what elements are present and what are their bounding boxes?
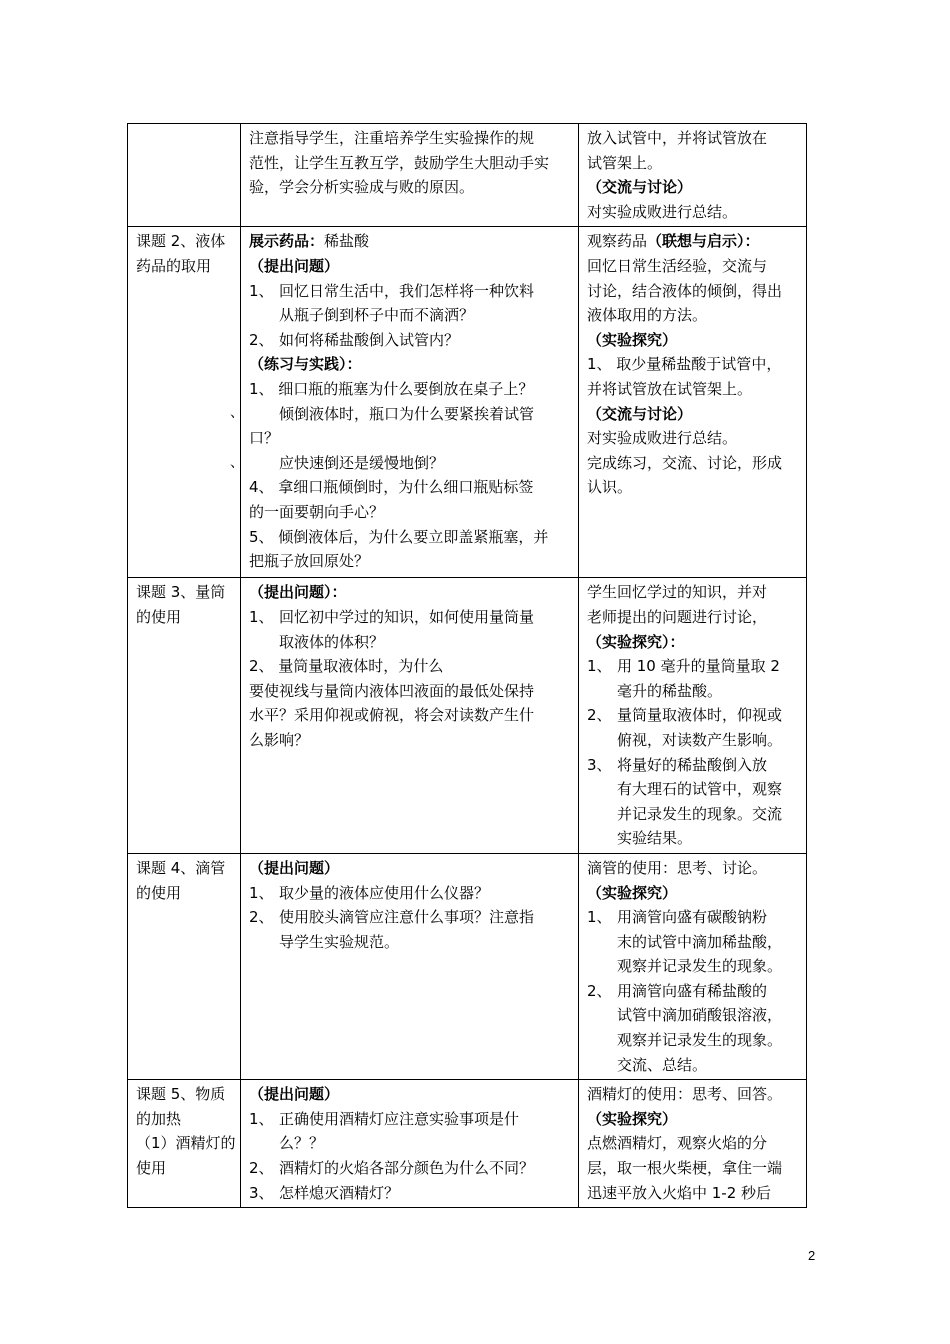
text-line: 5、 倾倒液体后，为什么要立即盖紧瓶塞，并: [249, 527, 549, 546]
section-heading: （实验探究）: [587, 883, 678, 902]
text-line: 层，取一根火柴梗，拿住一端: [587, 1159, 783, 1178]
text-line: 口？: [249, 429, 280, 448]
text-line: 正确使用酒精灯应注意实验事项是什: [279, 1109, 520, 1128]
section-heading: （实验探究）：: [587, 632, 685, 651]
text-line: 观察并记录发生的现象。: [617, 957, 783, 976]
section-heading: （提出问题）：: [249, 583, 347, 602]
text-line: 观察药品: [587, 232, 648, 251]
lesson-plan-table: [127, 123, 807, 1208]
topic-title: 课题 4、滴管: [136, 858, 226, 877]
text-line: 注意指导学生，注重培养学生实验操作的规: [249, 129, 535, 147]
student-cell: [579, 853, 807, 1079]
topic-cell: [128, 1080, 241, 1208]
text-line: 液体取用的方法。: [587, 306, 708, 325]
text-line: 水平？采用仰视或俯视，将会对读数产生什: [249, 706, 535, 725]
table-row: [128, 1080, 807, 1208]
topic-title: 的使用: [136, 607, 182, 626]
item-number: 2、: [587, 706, 612, 725]
section-heading: （练习与实践）：: [249, 355, 362, 374]
text-line: 认识。: [587, 478, 633, 497]
text-line: 老师提出的问题进行讨论，: [587, 607, 768, 626]
item-number: 2、: [249, 330, 274, 349]
page-number: 2: [808, 1248, 816, 1263]
margin-mark: 、: [230, 455, 244, 471]
section-heading: （实验探究）: [587, 1109, 678, 1128]
text-line: 对实验成败进行总结。: [587, 429, 738, 448]
text-line: 1、 取少量稀盐酸于试管中，: [587, 355, 782, 374]
section-heading: （实验探究）: [587, 330, 678, 349]
item-number: 1、: [587, 908, 612, 927]
text-line: 试管架上。: [587, 153, 663, 172]
section-heading: （提出问题）: [249, 256, 340, 275]
table-row: [128, 578, 807, 854]
text-line: 从瓶子倒到杯子中而不滴洒？: [279, 306, 475, 325]
student-cell: [579, 124, 807, 227]
teacher-cell: [241, 1080, 579, 1208]
text-line: 2、 量筒量取液体时，为什么: [249, 657, 444, 676]
topic-title: 使用: [136, 1159, 167, 1178]
topic-title: 课题 3、量筒: [136, 583, 226, 602]
table-row: [128, 853, 807, 1079]
text-line: 么影响？: [249, 730, 310, 749]
text-line: 完成练习，交流、讨论，形成: [587, 453, 783, 472]
text-line: 交流、总结。: [617, 1055, 708, 1074]
text-line: 如何将稀盐酸倒入试管内？: [279, 330, 460, 349]
text-line: 学生回忆学过的知识，并对: [587, 583, 768, 602]
text-line: 1、 细口瓶的瓶塞为什么要倒放在桌子上？: [249, 379, 534, 398]
text-line: 将量好的稀盐酸倒入放: [617, 755, 768, 774]
text-line: 酒精灯的火焰各部分颜色为什么不同？: [279, 1159, 535, 1178]
topic-cell: [128, 124, 241, 227]
text-line: 回忆日常生活经验，交流与: [587, 256, 768, 275]
item-number: 3、: [249, 1183, 274, 1202]
section-heading: （联想与启示）：: [647, 232, 760, 251]
text-line: 点燃酒精灯，观察火焰的分: [587, 1134, 768, 1153]
text-line: 量筒量取液体时，仰视或: [617, 706, 783, 725]
item-number: 2、: [587, 981, 612, 1000]
text-line: 的一面要朝向手心？: [249, 502, 385, 521]
text-line: 把瓶子放回原处？: [249, 552, 370, 571]
text-line: 末的试管中滴加稀盐酸，: [617, 932, 783, 951]
text-line: 滴管的使用：思考、讨论。: [587, 858, 768, 877]
text-line: 对实验成败进行总结。: [587, 202, 738, 221]
text-line: 试管中滴加硝酸银溶液，: [617, 1006, 783, 1025]
topic-title: 的使用: [136, 883, 182, 902]
section-heading: （交流与讨论）: [587, 404, 693, 423]
item-number: 1、: [249, 883, 274, 902]
table-row: [128, 124, 807, 227]
topic-title: 课题 2、液体: [136, 232, 226, 251]
text-line: 怎样熄灭酒精灯？: [279, 1183, 400, 1202]
text-line: 用滴管向盛有稀盐酸的: [617, 981, 768, 1000]
topic-title: （1）酒精灯的: [136, 1134, 236, 1153]
text-line: 有大理石的试管中，观察: [617, 780, 783, 799]
text-line: 回忆日常生活中，我们怎样将一种饮料: [279, 281, 535, 300]
item-number: 1、: [249, 607, 274, 626]
text-line: 导学生实验规范。: [279, 932, 400, 951]
text-line: 范性，让学生互教互学，鼓励学生大胆动手实: [249, 153, 550, 172]
text-line: 观察并记录发生的现象。: [617, 1031, 783, 1050]
text-line: 取液体的体积？: [279, 632, 385, 651]
value: 稀盐酸: [324, 232, 370, 251]
section-heading: （提出问题）: [249, 858, 340, 877]
teacher-cell: [241, 227, 579, 578]
item-number: 2、: [249, 908, 274, 927]
text-line: 验，学会分析实验成与败的原因。: [249, 178, 475, 197]
text-line: 4、 拿细口瓶倾倒时，为什么细口瓶贴标签: [249, 478, 534, 497]
item-number: 2、: [249, 1159, 274, 1178]
teacher-cell: [241, 853, 579, 1079]
text-line: 俯视，对读数产生影响。: [617, 730, 783, 749]
student-cell: [579, 1080, 807, 1208]
text-line: 迅速平放入火焰中 1-2 秒后: [587, 1183, 772, 1202]
text-line: 回忆初中学过的知识，如何使用量筒量: [279, 607, 535, 626]
topic-cell: [128, 853, 241, 1079]
item-number: 3、: [587, 755, 612, 774]
text-line: 要使视线与量筒内液体凹液面的最低处保持: [249, 681, 535, 700]
student-cell: [579, 227, 807, 578]
item-number: 1、: [587, 657, 612, 676]
text-line: 放入试管中，并将试管放在: [587, 129, 768, 147]
text-line: 并将试管放在试管架上。: [587, 379, 753, 398]
text-line: 酒精灯的使用：思考、回答。: [587, 1085, 783, 1104]
margin-mark: 、: [230, 405, 244, 421]
item-number: 1、: [249, 1109, 274, 1128]
text-line: 取少量的液体应使用什么仪器？: [279, 883, 490, 902]
topic-cell: [128, 227, 241, 578]
text-line: 讨论，结合液体的倾倒，得出: [587, 281, 783, 300]
item-number: 1、: [249, 281, 274, 300]
text-line: 并记录发生的现象。交流: [617, 804, 783, 823]
text-line: 倾倒液体时，瓶口为什么要紧挨着试管: [279, 404, 535, 423]
text-line: 使用胶头滴管应注意什么事项？注意指: [279, 908, 535, 927]
teacher-cell: [241, 578, 579, 854]
topic-cell: [128, 578, 241, 854]
teacher-cell: [241, 124, 579, 227]
label: 展示药品：: [249, 232, 325, 251]
section-heading: （交流与讨论）: [587, 178, 693, 197]
text-line: 用滴管向盛有碳酸钠粉: [617, 908, 768, 927]
text-line: 毫升的稀盐酸。: [617, 681, 723, 700]
topic-title: 课题 5、物质: [136, 1085, 226, 1104]
topic-title: 的加热: [136, 1109, 182, 1128]
text-line: 用 10 毫升的量筒量取 2: [617, 657, 780, 676]
text-line: 应快速倒还是缓慢地倒？: [279, 453, 445, 472]
section-heading: （提出问题）: [249, 1085, 340, 1104]
text-line: 么？？: [279, 1134, 325, 1153]
text-line: 实验结果。: [617, 829, 693, 848]
student-cell: [579, 578, 807, 854]
topic-title: 药品的取用: [136, 256, 212, 275]
